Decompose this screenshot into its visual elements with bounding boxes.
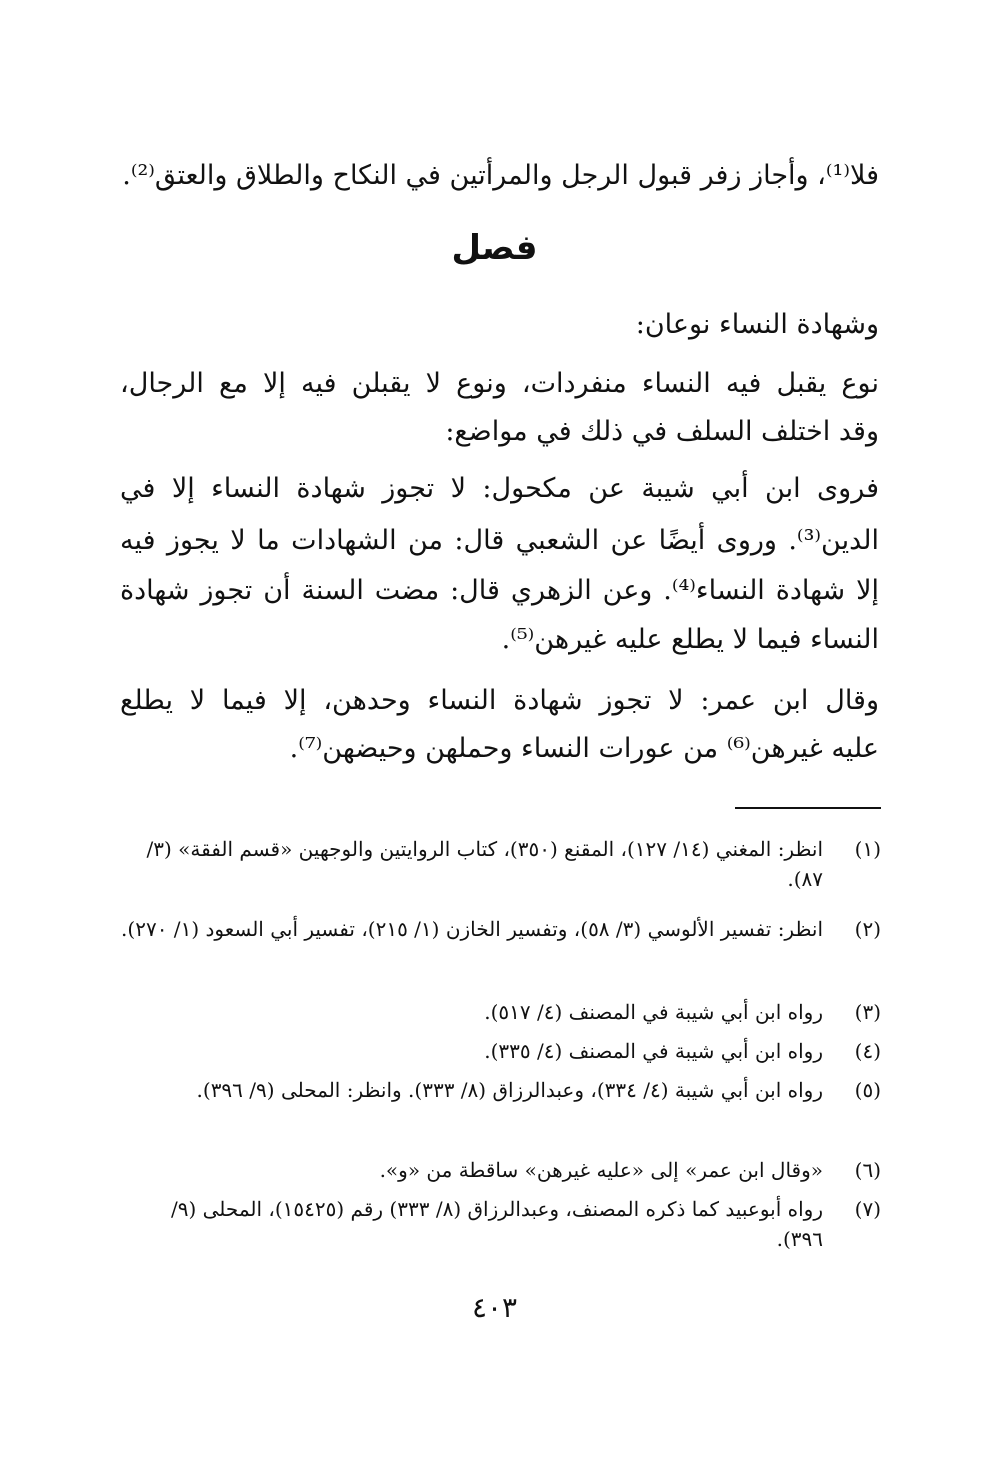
footnote-number: (٥) <box>854 1078 881 1102</box>
footnote <box>120 1036 881 1066</box>
opening-line: فلا⁽¹⁾، وأجاز زفر قبول الرجل والمرأتين في النكاح والطلاق والعتق⁽²⁾. <box>122 160 879 191</box>
footnote <box>120 914 881 944</box>
footnote-text: انظر: المغني (١٤/ ١٢٧)، المقنع (٣٥٠)، كتاب الروايتين والوجهين «قسم الفقة» (٣/ ٨٧). <box>146 837 823 891</box>
footnote-text: انظر: تفسير الألوسي (٣/ ٥٨)، وتفسير الخازن (١/ ٢١٥)، تفسير أبي السعود (١/ ٢٧٠). <box>121 917 823 941</box>
footnote-separator <box>735 807 881 809</box>
footnote-number: (٤) <box>854 1039 881 1063</box>
footnote-number: (٣) <box>854 1000 881 1024</box>
footnote-text: رواه أبوعبيد كما ذكره المصنف، وعبدالرزاق (٨/ ٣٣٣) رقم (١٥٤٢٥)، المحلى (٩/ ٣٩٦). <box>170 1197 823 1251</box>
body-line: الدين⁽³⁾. وروى أيضًا عن الشعبي قال: من الشهادات ما لا يجوز فيه <box>120 525 879 556</box>
footnote <box>120 1194 881 1254</box>
footnote-text: «وقال ابن عمر» إلى «عليه غيرهن» ساقطة من «و». <box>379 1158 823 1182</box>
body-line: نوع يقبل فيه النساء منفردات، ونوع لا يقبلن فيه إلا مع الرجال، <box>120 368 879 399</box>
footnote-number: (٧) <box>854 1197 881 1221</box>
body-line: فروى ابن أبي شيبة عن مكحول: لا تجوز شهادة النساء إلا في <box>120 473 879 504</box>
footnote <box>120 1155 881 1185</box>
footnote-text: رواه ابن أبي شيبة (٤/ ٣٣٤)، وعبدالرزاق (٨/ ٣٣٣). وانظر: المحلى (٩/ ٣٩٦). <box>196 1078 823 1102</box>
footnote-number: (١) <box>854 837 881 861</box>
footnote-text: رواه ابن أبي شيبة في المصنف (٤/ ٥١٧). <box>484 1000 823 1024</box>
footnote-number: (٢) <box>854 917 881 941</box>
body-line: إلا شهادة النساء⁽⁴⁾. وعن الزهري قال: مضت السنة أن تجوز شهادة <box>120 575 879 606</box>
body-line: وقد اختلف السلف في ذلك في مواضع: <box>445 416 879 447</box>
footnote <box>120 997 881 1027</box>
body-line: وقال ابن عمر: لا تجوز شهادة النساء وحدهن، إلا فيما لا يطلع <box>120 685 879 716</box>
footnote-number: (٦) <box>854 1158 881 1182</box>
section-title: فصل <box>451 228 538 268</box>
footnote-text: رواه ابن أبي شيبة في المصنف (٤/ ٣٣٥). <box>484 1039 823 1063</box>
body-line: النساء فيما لا يطلع عليه غيرهن⁽⁵⁾. <box>501 624 879 655</box>
body-line: وشهادة النساء نوعان: <box>635 309 879 340</box>
footnote <box>120 834 881 894</box>
page-number: ٤٠٣ <box>471 1291 518 1324</box>
body-line: عليه غيرهن⁽⁶⁾ من عورات النساء وحملهن وحيضهن⁽⁷⁾. <box>289 733 879 764</box>
footnote <box>120 1075 881 1105</box>
